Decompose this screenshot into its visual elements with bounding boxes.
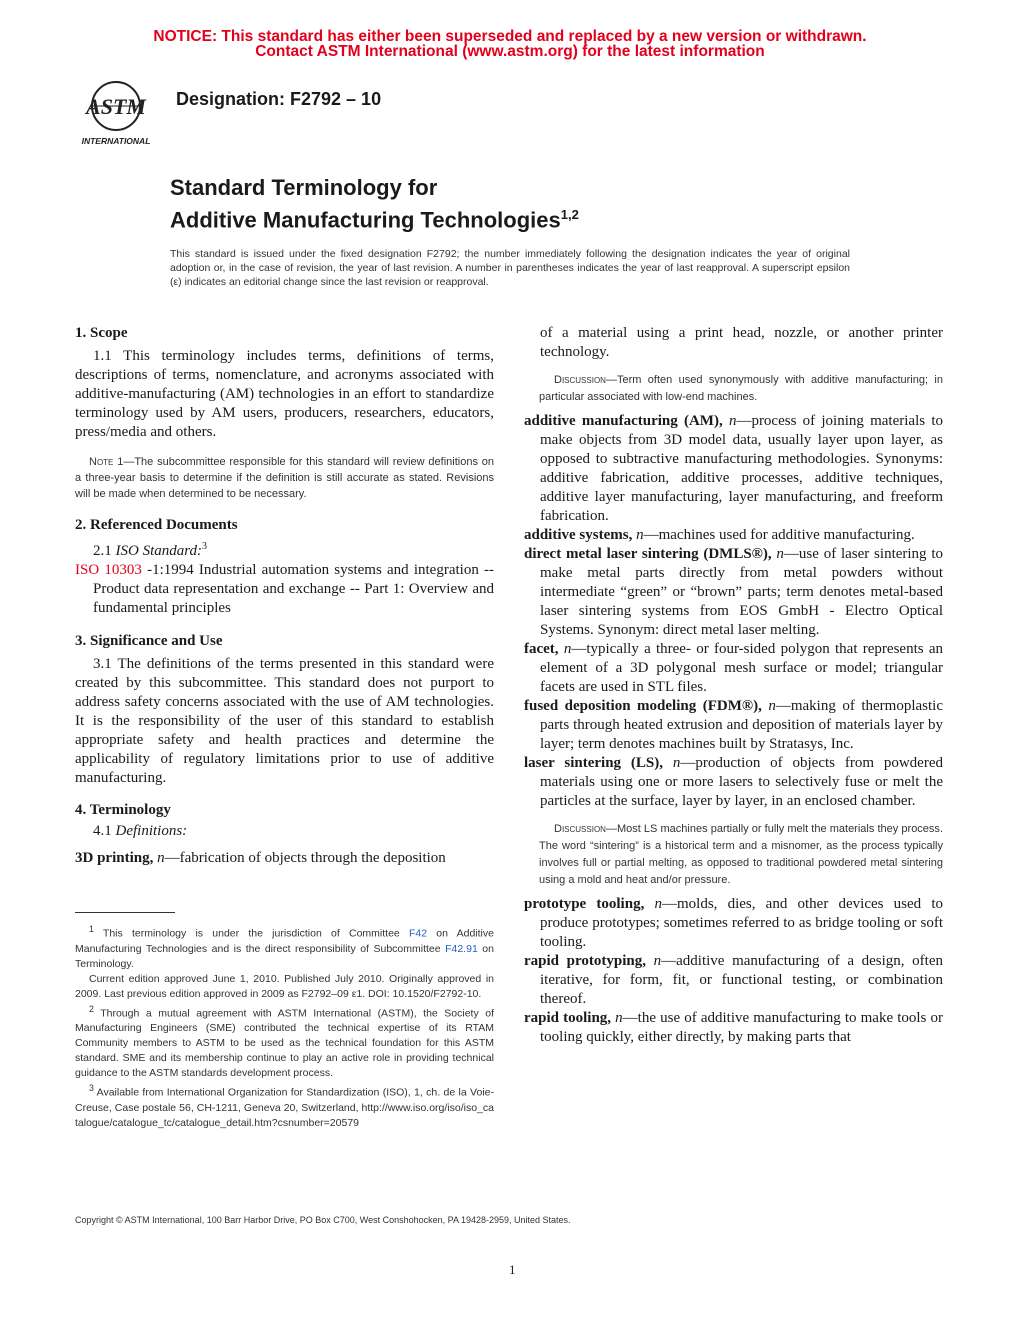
section-3-1: 3.1 The definitions of the terms presented in this standard were created by this subcommittee. This standard does not purport to address safety concerns associated with the use of AM technologies. It is the responsibility of the user of this standard to establish appropriate safety and health practices and determine the applicability of regulatory limitations prior to use of additive manufacturing. — [75, 656, 494, 786]
section-2-1: 2.1 ISO Standard:$^3$ — [93, 541, 208, 559]
term-rapid-prototyping: rapid prototyping, n—additive manufacturing of a design, often iterative, for form, fit, or functional testing, or combination thereof. — [524, 953, 943, 1007]
section-4-1: 4.1 Definitions: — [93, 823, 188, 839]
preamble: This standard is issued under the fixed designation F2792; the number immediately following the designation indicates the year of original adoption or, in the case of revision, the year of last revision. A number in parentheses indicates the year of last reapproval. A superscript epsilon (ε) indicates an editorial change since the last revision or reapproval. — [170, 248, 850, 288]
f42-91-link[interactable]: F42.91 — [445, 942, 478, 955]
footnote-rule — [75, 912, 175, 913]
term-fdm: fused deposition modeling (FDM®), n—making of thermoplastic parts through heated extrusion and deposition of materials layer by layer; term denotes machines built by Stratasys, Inc. — [524, 698, 943, 752]
section-2-heading: 2. Referenced Documents — [75, 517, 238, 533]
document-title: Standard Terminology for Additive Manufacturing Technologies$^{1,2}$ — [170, 175, 579, 233]
iso-reference: ISO 10303 -1:1994 Industrial automation systems and integration -- Product data representation and exchange -- Part 1: Overview and fundamental principles — [75, 562, 494, 616]
term-laser-sintering: laser sintering (LS), n—production of objects from powdered materials using one or more lasers to selectively fuse or melt the particles at the surface, layer by layer, in an enclosed chamber. — [524, 755, 943, 809]
logo-subtext: INTERNATIONAL — [81, 136, 151, 146]
term-rapid-tooling: rapid tooling, n—the use of additive manufacturing to make tools or tooling quickly, either directly, by making parts that — [524, 1010, 944, 1045]
designation: Designation: F2792 – 10 — [176, 89, 382, 109]
iso-10303-link[interactable]: ISO 10303 — [75, 562, 142, 578]
term-3d-printing: 3D printing, n—fabrication of objects through the deposition — [75, 850, 446, 866]
f42-link[interactable]: F42 — [408, 927, 428, 940]
notice-line-1: NOTICE: This standard has either been superseded and replaced by a new version or withdrawn. — [153, 28, 867, 45]
discussion-3d-printing: Discussion—Term often used synonymously with additive manufacturing; in particular associated with low-end machines. — [539, 374, 943, 403]
section-1-1: 1.1 This terminology includes terms, definitions of terms, descriptions of terms, nomenclature, and acronyms associated with additive-manufacturing (AM) technologies in an effort to standardize terminology used by AM users, producers, researchers, educators, press/media and others. — [75, 348, 494, 440]
term-dmls: direct metal laser sintering (DMLS®), n—use of laser sintering to make metal parts directly from metal powders without intermediate “green” or “brown” parts; term denotes metal-based laser sintering systems from EOS GmbH - Electro Optical Systems. Synonym: direct metal laser melting. — [524, 546, 943, 638]
term-facet: facet, n—typically a three- or four-sided polygon that represents an element of a 3D polygonal mesh surface or model; triangular facets are used in STL files. — [524, 641, 943, 695]
footnote-1-edition: Current edition approved June 1, 2010. Published July 2010. Originally approved in 2009. Last previous edition approved in 2009 as F2792–09 ε1. DOI: 10.1520/F2792-10. — [75, 972, 494, 1000]
astm-logo — [72, 72, 162, 152]
logo-text: ASTM — [86, 94, 146, 119]
term-additive-systems: additive systems, n—machines used for additive manufacturing. — [524, 527, 915, 543]
footnote-3: $^3$ Available from International Organization for Standardization (ISO), 1, ch. de la Voie-Creuse, Case postale 56, CH-1211, Geneva 20, Switzerland, http://www.iso.org/iso/iso_catalogue/catalogue_tc/catalogue_detail.htm?csnumber=20579 — [75, 1083, 494, 1129]
left-column — [75, 324, 494, 868]
section-3-heading: 3. Significance and Use — [75, 633, 223, 649]
term-3d-printing-cont: of a material using a print head, nozzle, or another printer technology. — [540, 325, 943, 360]
right-column — [524, 324, 943, 1047]
page-number: 1 — [509, 1262, 516, 1277]
term-prototype-tooling: prototype tooling, n—molds, dies, and other devices used to produce prototypes; sometimes referred to as bridge tooling or soft tooling. — [524, 896, 943, 950]
footnotes — [75, 922, 494, 1131]
discussion-laser-sintering: Discussion—Most LS machines partially or fully melt the materials they process. The word “sintering” is a historical term and a misnomer, as the process typically involves full or partial melting, as opposed to traditional powdered metal sintering using a mold and heat and/or pressure. — [539, 823, 943, 886]
note-1: Note 1—The subcommittee responsible for this standard will review definitions on a three-year basis to determine if the definition is still accurate as stated. Revisions will be made when determined to be necessary. — [75, 456, 494, 500]
notice-line-2: Contact ASTM International (www.astm.org) for the latest information — [255, 43, 765, 60]
section-1-heading: 1. Scope — [75, 325, 128, 341]
term-additive-manufacturing: additive manufacturing (AM), n—process of joining materials to make objects from 3D model data, usually layer upon layer, as opposed to subtractive manufacturing methodologies. Synonyms: additive fabrication, additive processes, additive techniques, additive layer manufacturing, layer manufacturing, and freeform fabrication. — [524, 413, 943, 524]
footnote-2: $^2$ Through a mutual agreement with ASTM International (ASTM), the Society of Manufacturing Engineers (SME) contributed the technical expertise of its RTAM Community members to ASTM to be used as the technical foundation for this ASTM standard. SME and its membership continue to play an active role in providing technical guidance to the ASTM standards development process. — [75, 1003, 494, 1079]
footnote-1: $^1$ This terminology is under the jurisdiction of Committee F42 on Additive Manufacturing Technologies and is the direct responsibility of Subcommittee F42.91 on Terminology. — [75, 924, 494, 970]
section-4-heading: 4. Terminology — [75, 802, 171, 818]
copyright: Copyright © ASTM International, 100 Barr Harbor Drive, PO Box C700, West Conshohocken, PA 19428-2959, United States. — [75, 1215, 571, 1225]
